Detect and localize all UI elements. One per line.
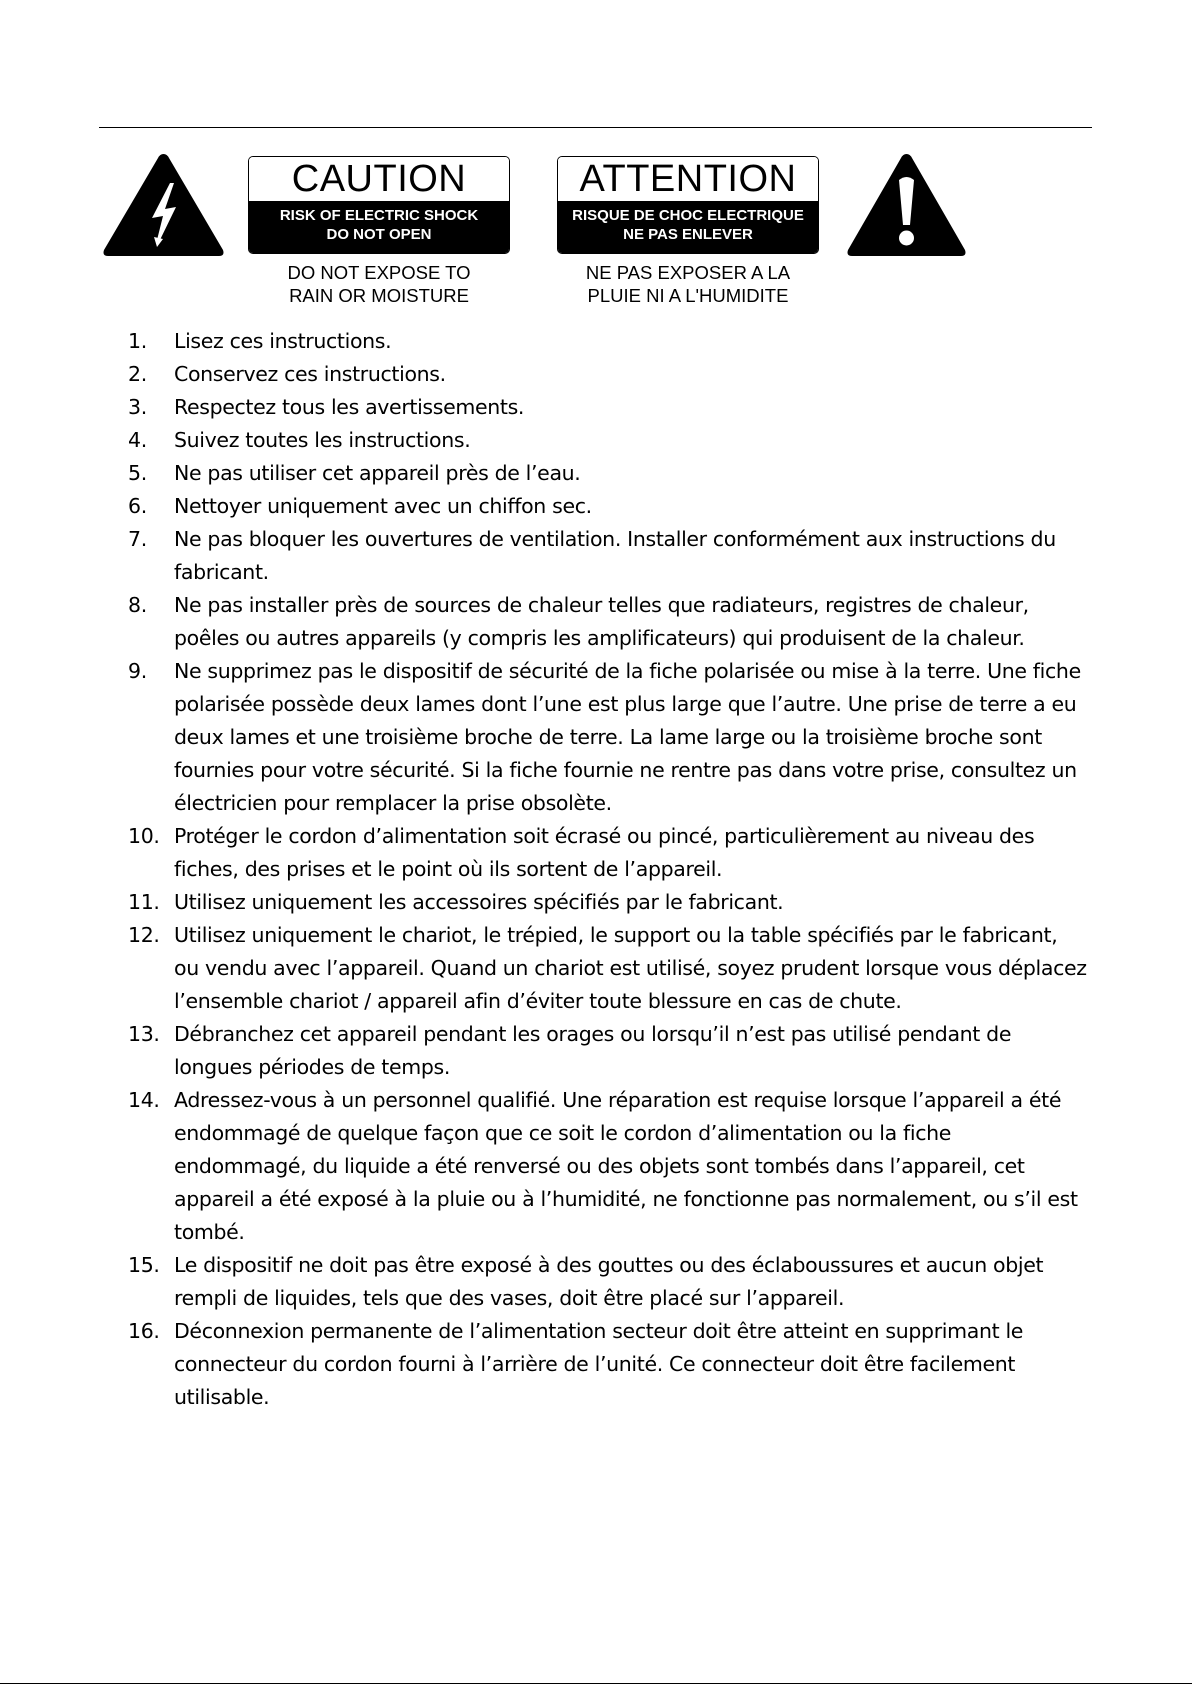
instruction-text: Ne pas utiliser cet appareil près de l’eau. [174, 461, 581, 485]
caution-line-1: RISK OF ELECTRIC SHOCK [279, 207, 479, 224]
instruction-item [128, 655, 1088, 820]
instruction-text: Adressez-vous à un personnel qualifié. Une réparation est requise lorsque l’appareil a été endommagé de quelque façon que ce soit le cordon d’alimentation ou la fiche endommagé, du liquide a été renversé ou des objets sont tombés dans l’appareil, cet appareil a été exposé à la pluie ou à l’humidité, ne fonctionne pas normalement, ou s’il est tombé. [174, 1088, 1078, 1244]
instruction-number: 12. [128, 923, 160, 947]
instruction-number: 9. [128, 659, 147, 683]
caution-line-2: DO NOT OPEN [326, 226, 432, 243]
instruction-item [128, 820, 1088, 886]
instruction-number: 10. [128, 824, 160, 848]
attention-label [557, 156, 819, 254]
caution-subtext [248, 261, 510, 307]
instruction-list [128, 325, 1088, 1414]
attention-sub-line-1: NE PAS EXPOSER A LA [585, 262, 791, 283]
instruction-number: 8. [128, 593, 147, 617]
instruction-number: 3. [128, 395, 147, 419]
instruction-item [128, 358, 1088, 391]
electric-shock-warning-icon [100, 150, 227, 260]
instruction-item [128, 391, 1088, 424]
instruction-number: 4. [128, 428, 147, 452]
caution-warning-text [249, 201, 509, 254]
instruction-number: 1. [128, 329, 147, 353]
caution-label [248, 156, 510, 254]
exclamation-warning-icon [844, 150, 969, 260]
instruction-text: Conservez ces instructions. [174, 362, 446, 386]
instruction-text: Utilisez uniquement les accessoires spécifiés par le fabricant. [174, 890, 784, 914]
instruction-item [128, 1018, 1088, 1084]
instruction-number: 7. [128, 527, 147, 551]
instruction-item [128, 523, 1088, 589]
top-divider [99, 127, 1092, 128]
instruction-item [128, 1249, 1088, 1315]
instruction-number: 13. [128, 1022, 160, 1046]
instruction-text: Ne supprimez pas le dispositif de sécurité de la fiche polarisée ou mise à la terre. Une fiche polarisée possède deux lames dont l’une est plus large que l’autre. Une prise de terre a eu deux lames et une troisième broche de terre. La lame large ou la troisième broche sont fournies pour votre sécurité. Si la fiche fournie ne rentre pas dans votre prise, consultez un électricien pour remplacer la prise obsolète. [174, 659, 1081, 815]
instruction-text: Ne pas bloquer les ouvertures de ventilation. Installer conformément aux instructions du fabricant. [174, 527, 1056, 584]
instruction-text: Lisez ces instructions. [174, 329, 392, 353]
bottom-divider [0, 1683, 1192, 1684]
attention-line-1: RISQUE DE CHOC ELECTRIQUE [572, 207, 804, 224]
instruction-item [128, 1084, 1088, 1249]
instruction-text: Débranchez cet appareil pendant les orages ou lorsqu’il n’est pas utilisé pendant de longues périodes de temps. [174, 1022, 1012, 1079]
instruction-number: 15. [128, 1253, 160, 1277]
instruction-text: Ne pas installer près de sources de chaleur telles que radiateurs, registres de chaleur, poêles ou autres appareils (y compris les amplificateurs) qui produisent de la chaleur. [174, 593, 1029, 650]
instruction-number: 14. [128, 1088, 160, 1112]
instruction-number: 16. [128, 1319, 160, 1343]
attention-line-2: NE PAS ENLEVER [623, 226, 753, 243]
instruction-text: Respectez tous les avertissements. [174, 395, 525, 419]
attention-subtext [557, 261, 819, 307]
caution-heading: CAUTION [249, 157, 509, 201]
caution-sub-line-1: DO NOT EXPOSE TO [287, 262, 471, 283]
attention-heading: ATTENTION [558, 157, 818, 201]
instruction-item [128, 589, 1088, 655]
instruction-item [128, 325, 1088, 358]
instruction-number: 6. [128, 494, 147, 518]
instruction-item [128, 457, 1088, 490]
instruction-text: Protéger le cordon d’alimentation soit écrasé ou pincé, particulièrement au niveau des fiches, des prises et le point où ils sortent de l’appareil. [174, 824, 1035, 881]
attention-warning-text [558, 201, 818, 254]
instruction-text: Le dispositif ne doit pas être exposé à des gouttes ou des éclaboussures et aucun objet rempli de liquides, tels que des vases, doit être placé sur l’appareil. [174, 1253, 1044, 1310]
instruction-item [128, 1315, 1088, 1414]
instruction-text: Utilisez uniquement le chariot, le trépied, le support ou la table spécifiés par le fabricant, ou vendu avec l’appareil. Quand un chariot est utilisé, soyez prudent lorsque vous déplacez l’ensemble chariot / appareil afin d’éviter toute blessure en cas de chute. [174, 923, 1087, 1013]
instruction-text: Nettoyer uniquement avec un chiffon sec. [174, 494, 592, 518]
attention-sub-line-2: PLUIE NI A L'HUMIDITE [587, 285, 789, 306]
caution-sub-line-2: RAIN OR MOISTURE [289, 285, 469, 306]
instruction-number: 11. [128, 890, 160, 914]
instruction-item [128, 919, 1088, 1018]
instruction-text: Déconnexion permanente de l’alimentation secteur doit être atteint en supprimant le connecteur du cordon fourni à l’arrière de l’unité. Ce connecteur doit être facilement utilisable. [174, 1319, 1024, 1409]
instruction-text: Suivez toutes les instructions. [174, 428, 471, 452]
instruction-number: 2. [128, 362, 147, 386]
instruction-item [128, 424, 1088, 457]
instruction-number: 5. [128, 461, 147, 485]
instruction-item [128, 886, 1088, 919]
instruction-item [128, 490, 1088, 523]
